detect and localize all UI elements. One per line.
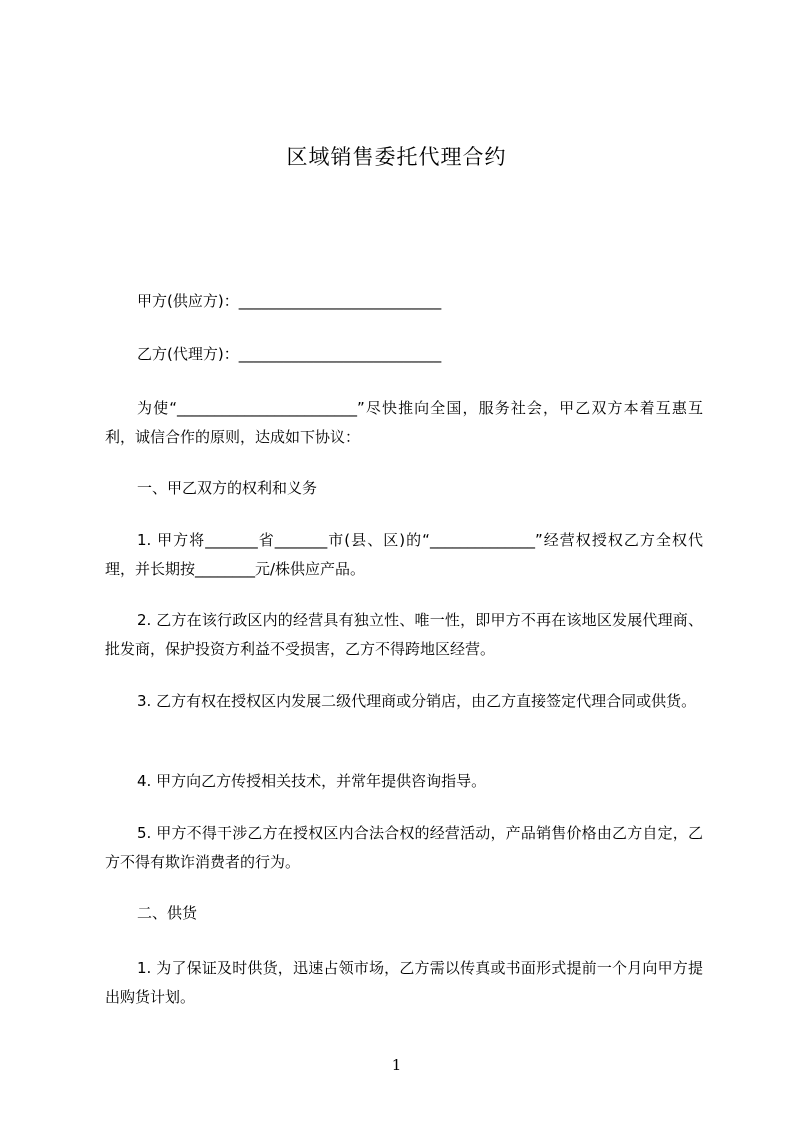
section-2-item-1: 1. 为了保证及时供货，迅速占领市场，乙方需以传真或书面形式提前一个月向甲方提出购货计划。 — [105, 959, 703, 1006]
party-b-line: 乙方(代理方)：___________________________ — [137, 345, 442, 363]
intro-paragraph: 为使“________________________”尽快推向全国，服务社会，甲乙双方本着互惠互利，诚信合作的原则，达成如下协议： — [105, 399, 703, 446]
section-1-heading: 一、甲乙双方的权利和义务 — [137, 479, 318, 497]
page-number: 1 — [391, 1056, 402, 1074]
section-1-item-1: 1. 甲方将_______省_______市(县、区)的“______________”经营权授权乙方全权代理，并长期按________元/株供应产品。 — [105, 531, 703, 578]
section-2-heading: 二、供货 — [137, 904, 198, 922]
section-1-item-5: 5. 甲方不得干涉乙方在授权区内合法合权的经营活动，产品销售价格由乙方自定，乙方不得有欺诈消费者的行为。 — [105, 824, 703, 871]
party-a-line: 甲方(供应方)：___________________________ — [137, 292, 442, 310]
section-1-item-3: 3. 乙方有权在授权区内发展二级代理商或分销店，由乙方直接签定代理合同或供货。 — [137, 692, 697, 710]
section-1-item-2: 2. 乙方在该行政区内的经营具有独立性、唯一性，即甲方不再在该地区发展代理商、批发商，保护投资方利益不受损害，乙方不得跨地区经营。 — [105, 611, 703, 658]
document-title: 区域销售委托代理合约 — [286, 145, 507, 169]
section-1-item-4: 4. 甲方向乙方传授相关技术，并常年提供咨询指导。 — [137, 772, 487, 790]
